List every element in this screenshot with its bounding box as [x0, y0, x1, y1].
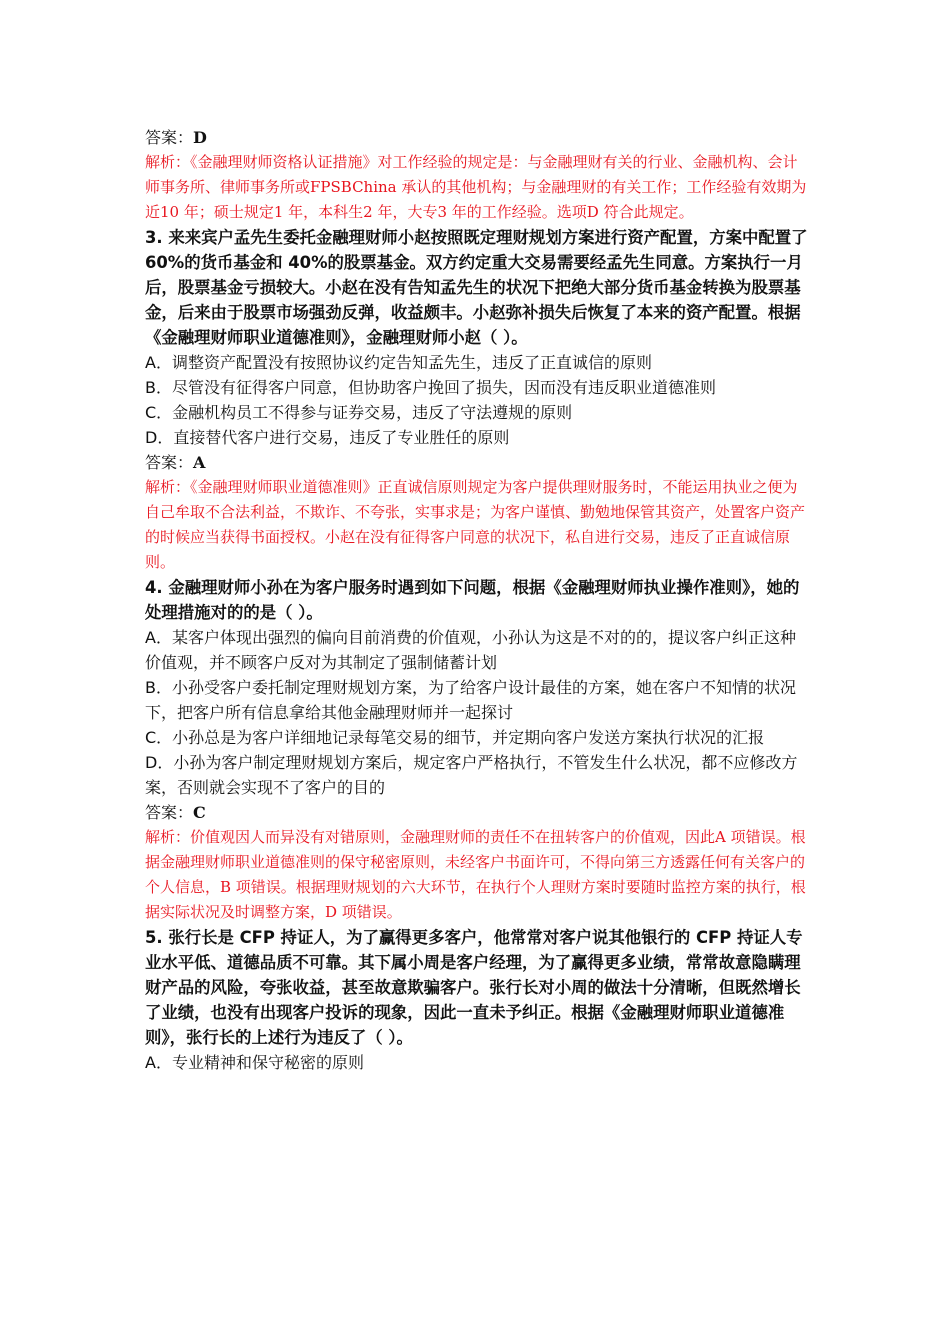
answer-value: A: [193, 453, 206, 472]
option-d: D．直接替代客户进行交易，违反了专业胜任的原则: [145, 428, 510, 447]
option-a: A．调整资产配置没有按照协议约定告知孟先生，违反了正直诚信的原则: [145, 353, 652, 372]
question-3: 3. 来来宾户孟先生委托金融理财师小赵按照既定理财规划方案进行资产配置，方案中配置了 60%的货币基金和 40%的股票基金。双方约定重大交易需要经孟先生同意。方案执行一月后，股票基金亏损较大。小赵在没有告知孟先生的状况下把绝大部分货币基金转换为股票基金，后来由于股票市场强劲反弹，收益颇丰。小赵弥补损失后恢复了本来的资产配置。根据《金融理财师职业道德准则》，金融理财师小赵（ ）。: [145, 228, 808, 347]
explanation-text: 解析：《金融理财师资格认证措施》对工作经验的规定是：与金融理财有关的行业、金融机构、会计师事务所、律师事务所或FPSBChina 承认的其他机构；与金融理财的有关工作；工作经验有效期为近10 年；硕士规定1 年，本科生2 年，大专3 年的工作经验。选项D 符合此规定。: [145, 153, 807, 221]
answer-label: 答案：: [145, 453, 194, 472]
answer-value: C: [193, 803, 206, 822]
option-b: B．小孙受客户委托制定理财规划方案，为了给客户设计最佳的方案，她在客户不知情的状况下，把客户所有信息拿给其他金融理财师并一起探讨: [145, 678, 796, 722]
option-a: A．专业精神和保守秘密的原则: [145, 1053, 364, 1072]
answer-line: [145, 125, 810, 150]
option-c: C．小孙总是为客户详细地记录每笔交易的细节，并定期向客户发送方案执行状况的汇报: [145, 728, 765, 747]
document-body: [145, 125, 810, 1075]
option-b: B．尽管没有征得客户同意，但协助客户挽回了损失，因而没有违反职业道德准则: [145, 378, 716, 397]
answer-line: [145, 800, 810, 825]
answer-line: [145, 450, 810, 475]
option-c: C．金融机构员工不得参与证券交易，违反了守法遵规的原则: [145, 403, 573, 422]
option-d: D．小孙为客户制定理财规划方案后，规定客户严格执行，不管发生什么状况，都不应修改方案，否则就会实现不了客户的目的: [145, 753, 798, 797]
explanation-text: 解析：《金融理财师职业道德准则》正直诚信原则规定为客户提供理财服务时，不能运用执业之便为自己牟取不合法利益，不欺诈、不夸张，实事求是；为客户谨慎、勤勉地保管其资产，处置客户资产的时候应当获得书面授权。小赵在没有征得客户同意的状况下，私自进行交易，违反了正直诚信原则。: [145, 478, 806, 571]
answer-value: D: [193, 128, 207, 147]
option-a: A．某客户体现出强烈的偏向目前消费的价值观，小孙认为这是不对的的，提议客户纠正这种价值观，并不顾客户反对为其制定了强制储蓄计划: [145, 628, 796, 672]
explanation-text: 解析：价值观因人而异没有对错原则，金融理财师的责任不在扭转客户的价值观，因此A 项错误。根据金融理财师职业道德准则的保守秘密原则，未经客户书面许可，不得向第三方透露任何有关客户的个人信息，B 项错误。根据理财规划的六大环节，在执行个人理财方案时要随时监控方案的执行，根据实际状况及时调整方案，D 项错误。: [145, 828, 806, 921]
answer-label: 答案：: [145, 128, 194, 147]
question-5: 5. 张行长是 CFP 持证人，为了赢得更多客户，他常常对客户说其他银行的 CFP 持证人专业水平低、道德品质不可靠。其下属小周是客户经理，为了赢得更多业绩，常常故意隐瞒理财产品的风险，夸张收益，甚至故意欺骗客户。张行长对小周的做法十分清晰，但既然增长了业绩，也没有出现客户投诉的现象，因此一直未予纠正。根据《金融理财师职业道德准则》，张行长的上述行为违反了（ ）。: [145, 928, 803, 1047]
answer-label: 答案：: [145, 803, 194, 822]
question-4: 4. 金融理财师小孙在为客户服务时遇到如下问题，根据《金融理财师执业操作准则》，她的处理措施对的的是（ ）。: [145, 578, 800, 622]
